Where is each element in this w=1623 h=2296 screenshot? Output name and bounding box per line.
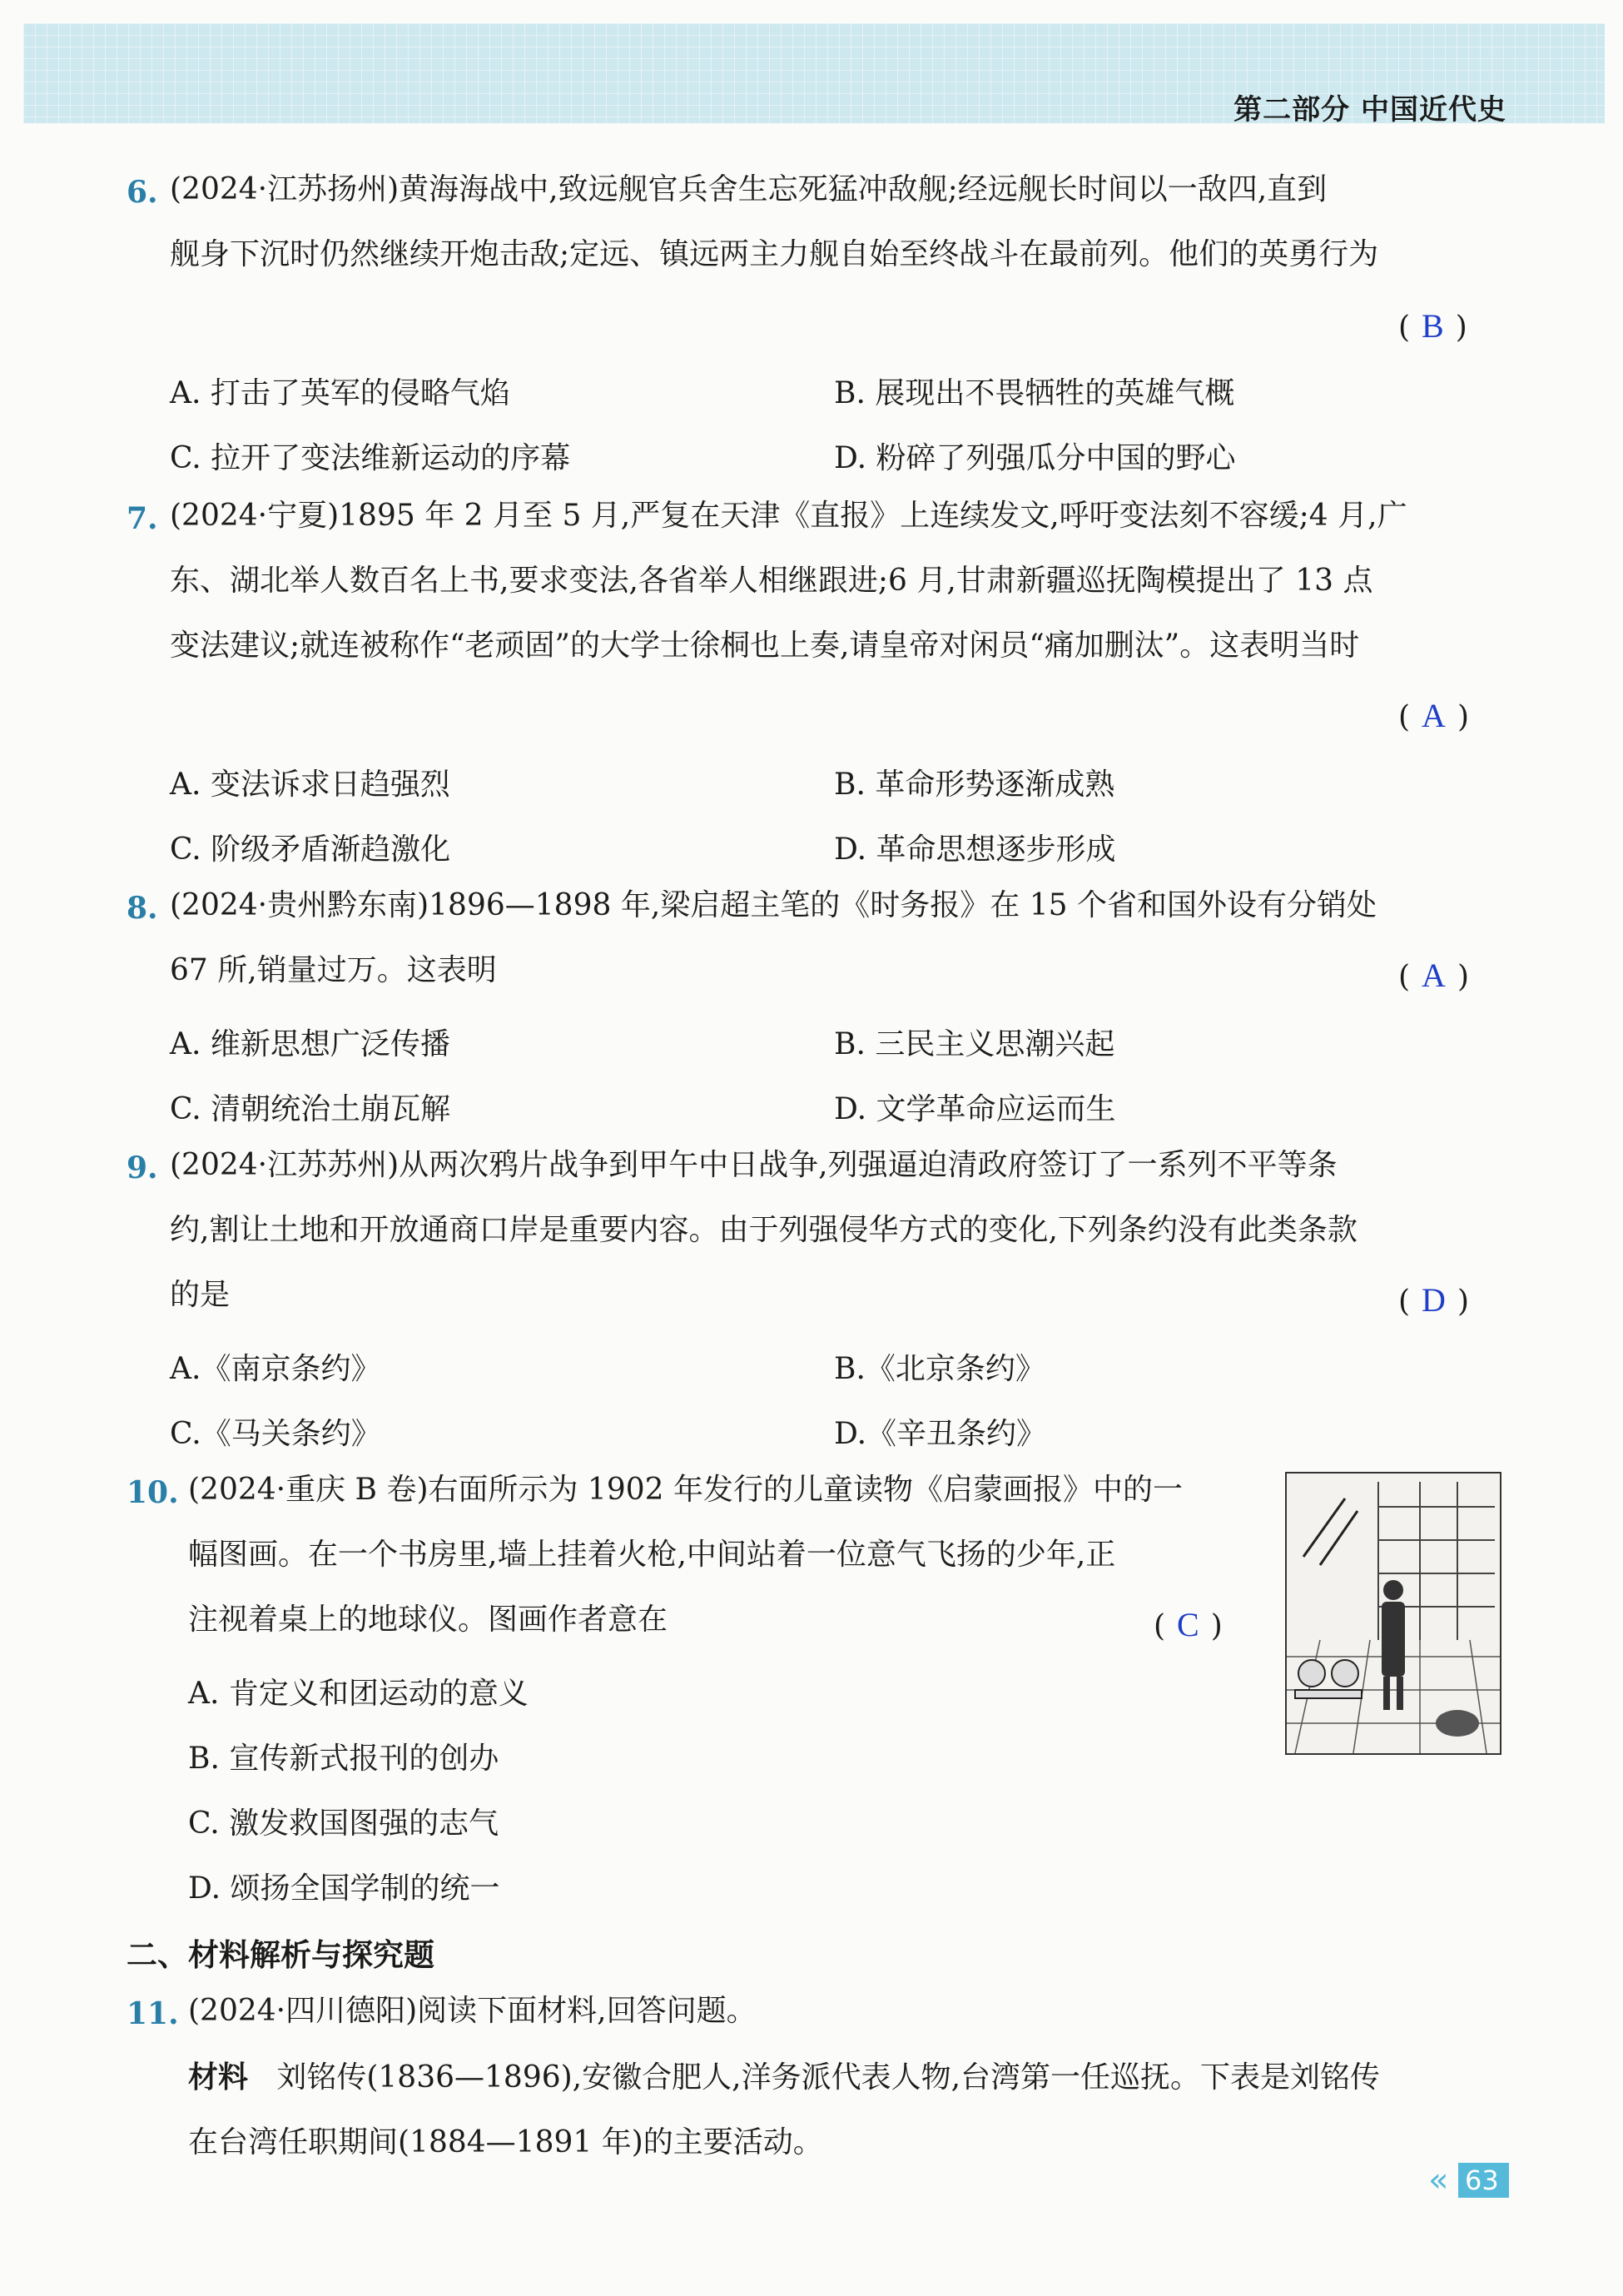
answer-bracket: ( A )	[1398, 957, 1469, 994]
answer-bracket: ( D )	[1398, 1281, 1469, 1319]
option-b: B. 宣传新式报刊的创办	[188, 1742, 499, 1776]
option-b: B.《北京条约》	[834, 1352, 1045, 1386]
material-text: 在台湾任职期间(1884—1891 年)的主要活动。	[188, 2125, 823, 2159]
option-b: B. 三民主义思潮兴起	[834, 1027, 1115, 1061]
option-d: D. 粉碎了列强瓜分中国的野心	[834, 441, 1236, 475]
answer-letter: D	[1422, 1281, 1446, 1319]
question-text: 舰身下沉时仍然继续开炮击敌;定远、镇远两主力舰自始至终战斗在最前列。他们的英勇行为	[170, 237, 1379, 271]
question-text: (2024·贵州黔东南)1896—1898 年,梁启超主笔的《时务报》在 15 个省和国外设有分销处	[170, 888, 1377, 922]
option-a: A.《南京条约》	[170, 1352, 381, 1386]
section-title: 二、材料解析与探究题	[127, 1937, 434, 1973]
option-c: C. 拉开了变法维新运动的序幕	[170, 441, 571, 475]
option-c: C. 激发救国图强的志气	[188, 1806, 499, 1841]
page-arrow-icon: «	[1428, 2161, 1442, 2199]
answer-letter: C	[1177, 1606, 1199, 1643]
question-text: 注视着桌上的地球仪。图画作者意在	[188, 1603, 668, 1637]
study-room-drawing	[1287, 1474, 1500, 1753]
option-c: C. 清朝统治土崩瓦解	[170, 1092, 451, 1126]
question-text: 东、湖北举人数百名上书,要求变法,各省举人相继跟进;6 月,甘肃新疆巡抚陶模提出了 13 点	[170, 564, 1373, 598]
question-number: 7.	[127, 501, 158, 536]
question-number: 10.	[127, 1475, 179, 1510]
question-text: (2024·四川德阳)阅读下面材料,回答问题。	[188, 1994, 757, 2028]
option-d: D. 颂扬全国学制的统一	[188, 1871, 500, 1906]
section-label: 第二部分 中国近代史	[1233, 93, 1506, 127]
answer-bracket: ( C )	[1154, 1606, 1223, 1643]
answer-bracket: ( B )	[1398, 307, 1467, 345]
question-text: (2024·江苏苏州)从两次鸦片战争到甲午中日战争,列强逼迫清政府签订了一系列不平等条	[170, 1148, 1338, 1182]
answer-bracket: ( A )	[1398, 697, 1469, 734]
answer-letter: A	[1422, 957, 1446, 994]
option-c: C. 阶级矛盾渐趋激化	[170, 832, 451, 867]
question-number: 11.	[127, 1996, 179, 2031]
question-text: (2024·宁夏)1895 年 2 月至 5 月,严复在天津《直报》上连续发文,呼吁变法刻不容缓;4 月,广	[170, 499, 1407, 533]
question-text: (2024·江苏扬州)黄海海战中,致远舰官兵舍生忘死猛冲敌舰;经远舰长时间以一敌四,直到	[170, 172, 1328, 206]
question-number: 8.	[127, 891, 158, 926]
answer-letter: A	[1422, 697, 1446, 734]
question-text: 幅图画。在一个书房里,墙上挂着火枪,中间站着一位意气飞扬的少年,正	[188, 1538, 1116, 1572]
option-d: D. 文学革命应运而生	[834, 1092, 1116, 1126]
answer-letter: B	[1422, 307, 1444, 345]
page-number: 63	[1458, 2163, 1509, 2198]
option-b: B. 革命形势逐渐成熟	[834, 768, 1115, 802]
option-b: B. 展现出不畏牺牲的英雄气概	[834, 376, 1235, 410]
illustration-study-room	[1285, 1472, 1501, 1755]
option-d: D.《辛丑条约》	[834, 1417, 1047, 1451]
option-c: C.《马关条约》	[170, 1417, 381, 1451]
question-text: 的是	[170, 1278, 231, 1312]
material-text: 刘铭传(1836—1896),安徽合肥人,洋务派代表人物,台湾第一任巡抚。下表是刘铭传	[276, 2060, 1381, 2095]
material-label: 材料	[188, 2060, 249, 2095]
question-text: 变法建议;就连被称作“老顽固”的大学士徐桐也上奏,请皇帝对闲员“痛加删汰”。这表明当时	[170, 629, 1360, 663]
option-a: A. 打击了英军的侵略气焰	[170, 376, 510, 410]
option-a: A. 肯定义和团运动的意义	[188, 1677, 529, 1711]
option-d: D. 革命思想逐步形成	[834, 832, 1116, 867]
question-number: 6.	[127, 175, 158, 210]
option-a: A. 变法诉求日趋强烈	[170, 768, 450, 802]
question-number: 9.	[127, 1150, 158, 1185]
option-a: A. 维新思想广泛传播	[170, 1027, 450, 1061]
question-text: 约,割让土地和开放通商口岸是重要内容。由于列强侵华方式的变化,下列条约没有此类条款	[170, 1213, 1357, 1247]
question-text: (2024·重庆 B 卷)右面所示为 1902 年发行的儿童读物《启蒙画报》中的一	[188, 1473, 1183, 1507]
material-paragraph	[188, 2060, 1381, 2095]
question-text: 67 所,销量过万。这表明	[170, 953, 497, 987]
